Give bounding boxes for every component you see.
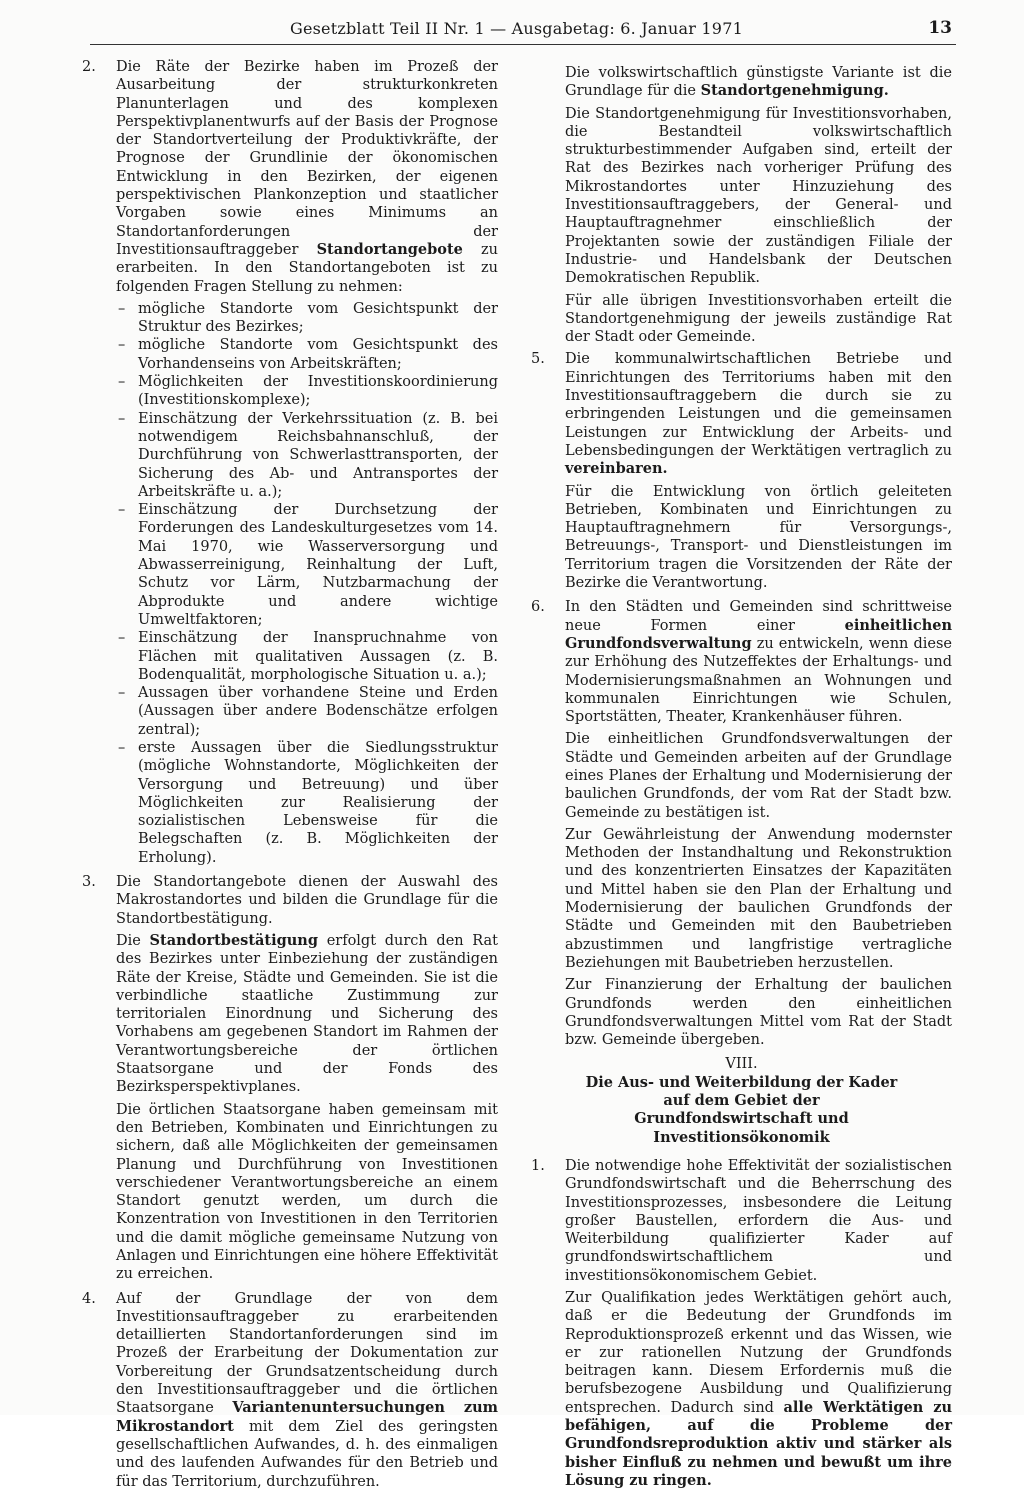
text-run: zu entwickeln, wenn diese zur Erhöhung des Nutzeffektes der Erhaltungs- und Modernisierungsmaßnahmen an Wohnungen und kommunalen Einrichtungen wie Schulen, Sportstätten, Theater, Krankenhäuser führen. — [565, 635, 952, 726]
list-item: – mögliche Standorte vom Gesichtspunkt der Struktur des Bezirkes; — [116, 300, 498, 337]
page-header — [90, 16, 956, 45]
bold-term: einheitlichen Grundfondsverwaltung — [565, 616, 953, 652]
paragraph: Die örtlichen Staatsorgane haben gemeinsam mit den Betrieben, Kombinaten und Einrichtungen zu sichern, daß alle Möglichkeiten der gemeinsamen Planung und Durchführung von Investitionen verschiedener Verantwortungsbereiche an einem Standort genutzt werden, um durch die Konzentration von Investitionen in den Territorien und die damit mögliche gemeinsame Nutzung von Anlagen und Einrichtungen eine höhere Effektivität zu erreichen. — [116, 1101, 498, 1283]
paragraph: Für alle übrigen Investitionsvorhaben erteilt die Standortgenehmigung der jeweils zuständige Rat der Stadt oder Gemeinde. — [565, 292, 952, 346]
paragraph: Die notwendige hohe Effektivität der sozialistischen Grundfondswirtschaft und die Beherrschung des Investitionsprozesses, insbesondere die Leitung großer Baustellen, erfordern die Aus- und Weiterbildung qualifizierter Kader auf grundfondswirtschaftlichem und investitionsökonomischem Gebiet. — [565, 1157, 952, 1284]
paragraph — [565, 64, 952, 101]
text-run: mit dem Ziel des geringsten gesellschaftlichen Aufwandes, d. h. des einmaligen und des laufenden Aufwandes für den Betrieb und für das Territorium, durchzuführen. — [116, 1418, 498, 1490]
list-item: – erste Aussagen über die Siedlungsstruktur (mögliche Wohnstandorte, Möglichkeiten der Versorgung und Betreuung) und über Möglichkeiten zur Realisierung der sozialistischen Lebensweise für die Belegschaften (z. B. Möglichkeiten der Erholung). — [116, 739, 498, 867]
paragraph: Zur Finanzierung der Erhaltung der baulichen Grundfonds werden den einheitlichen Grundfondsverwaltungen Mittel vom Rat der Stadt bzw. Gemeinde übergeben. — [565, 977, 952, 1049]
bold-term: alle Werktätigen zu befähigen, auf die Probleme der Grundfondsreproduktion aktiv und stärker als bisher Einfluß zu nehmen und bewußt um ihre Lösung zu ringen. — [565, 1398, 953, 1489]
item-number: 2. — [82, 59, 96, 75]
list-item: – mögliche Standorte vom Gesichtspunkt des Vorhandenseins von Arbeitskräften; — [116, 336, 498, 373]
continued-item-4 — [531, 64, 952, 346]
section-title: Die Aus- und Weiterbildung der Kader auf dem Gebiet der Grundfondswirtschaft und Investitionsökonomik — [585, 1073, 898, 1146]
item-number: 6. — [531, 599, 545, 616]
bold-term: Standortangebote — [316, 240, 463, 258]
text-run: In den Städten und Gemeinden sind schrittweise neue Formen einer — [565, 599, 952, 634]
paragraph — [116, 1290, 498, 1491]
right-column — [531, 64, 952, 1496]
list-item: – Aussagen über vorhandene Steine und Erden (Aussagen über andere Bodenschätze erfolgen zentral); — [116, 684, 498, 739]
bullet-list — [116, 300, 498, 867]
bold-term: Variantenuntersuchungen zum Mikrostandort — [116, 1399, 498, 1435]
item-2-intro — [116, 58, 498, 296]
paragraph: Zur Gewährleistung der Anwendung modernster Methoden der Instandhaltung und Rekonstruktion und des konzentrierten Einsatzes der Kapazitäten und Mittel haben sie den Plan der Erhaltung und Modernisierung der baulichen Grundfonds der Städte und Gemeinden mit den Baubetrieben abzustimmen und langfristige vertragliche Beziehungen mit Baubetrieben herzustellen. — [565, 826, 952, 971]
header-title: Gesetzblatt Teil II Nr. 1 — Ausgabetag: 6. Januar 1971 — [290, 19, 743, 38]
text-run: Die Räte der Bezirke haben im Prozeß der Ausarbeitung der strukturkonkreten Planunterlagen und des komplexen Perspektivplanentwurfs auf der Basis der Prognose der Standortverteilung der Produktivkräfte, der Prognose der Grundlinie der ökonomischen Entwicklung in den Bezirken, der eigenen perspektivischen Plankonzeption und staatlicher Vorgaben sowie eines Minimums an Standortanforderungen der Investitionsauftraggeber — [116, 59, 498, 258]
bold-term: Standortgenehmigung. — [700, 82, 889, 100]
item-number: 3. — [82, 874, 96, 891]
bold-term: Standortbestätigung — [149, 931, 318, 949]
text-run: Auf der Grundlage der von dem Investitionsauftraggeber zu erarbeitenden detaillierten Standortanforderungen sind im Prozeß der Erarbeitung der Dokumentation zur Vorbereitung der Grundsatzentscheidung durch den Investitionsauftraggeber und die örtlichen Staatsorgane — [116, 1290, 498, 1417]
item-number: 5. — [531, 351, 545, 368]
paragraph — [565, 350, 952, 478]
list-item: – Einschätzung der Verkehrssituation (z. B. bei notwendigem Reichsbahnanschluß, der Durchführung von Schwerlasttransporten, der Sicherung des Ab- und Antransportes der Arbeitskräfte u. a.); — [116, 410, 498, 501]
paragraph: Die einheitlichen Grundfondsverwaltungen der Städte und Gemeinden arbeiten auf der Grundlage eines Planes der Erhaltung und Modernisierung der baulichen Grundfonds, der vom Rat der Stadt bzw. Gemeinde zu bestätigen ist. — [565, 731, 952, 821]
list-item: – Möglichkeiten der Investitionskoordinierung (Investitionskomplexe); — [116, 373, 498, 410]
text-run: zu erarbeiten. In den Standortangeboten ist zu folgenden Fragen Stellung zu nehmen: — [116, 241, 499, 295]
list-item: – Einschätzung der Inanspruchnahme von Flächen mit qualitativen Aussagen (z. B. Bodenqualität, morphologische Situation u. a.); — [116, 629, 498, 684]
list-item: – Einschätzung der Durchsetzung der Forderungen des Landeskulturgesetzes vom 14. Mai 1970, wie Wasserversorgung und Abwasserreinigung, Reinhaltung der Luft, Schutz vor Lärm, Nutzbarmachung der Abprodukte und andere wichtige Umweltfaktoren; — [116, 501, 498, 629]
item-5 — [531, 350, 952, 592]
paragraph — [565, 598, 952, 726]
text-run: Die kommunalwirtschaftlichen Betriebe und Einrichtungen des Territoriums haben mit den Investitionsauftraggebern die durch sie zu erbringenden Leistungen und die gemeinsamen Leistungen zur Entwicklung der Arbeits- und Lebensbedingungen der Werktätigen vertraglich zu — [565, 351, 952, 459]
section-number: VIII. — [725, 1056, 758, 1073]
paragraph: Die Standortgenehmigung für Investitionsvorhaben, die Bestandteil volkswirtschaftlich strukturbestimmender Aufgaben sind, erteilt der Rat des Bezirkes nach vorheriger Prüfung des Mikrostandortes unter Hinzuziehung des Investitionsauftraggebers, der General- und Hauptauftragnehmer einschließlich der Projektanten sowie der zuständigen Filiale der Industrie- und Handelsbank der Deutschen Demokratischen Republik. — [565, 105, 952, 287]
item-number: 4. — [82, 1290, 96, 1307]
text-run: Zur Qualifikation jedes Werktätigen gehört auch, daß er die Bedeutung der Grundfonds im Reproduktionsprozeß erkennt und das Wissen, wie er zur rationellen Nutzung der Grundfonds beitragen kann. Diesem Erfordernis muß die berufsbezogene Ausbildung und Qualifizierung entsprechen. Dadurch sind — [565, 1290, 952, 1416]
item-4 — [82, 1290, 498, 1491]
page-number: 13 — [928, 18, 952, 38]
paragraph: Die Standortangebote dienen der Auswahl des Makrostandortes und bilden die Grundlage für die Standortbestätigung. — [116, 874, 498, 927]
paragraph — [565, 1289, 952, 1490]
paragraph — [116, 932, 498, 1097]
text-run: Die volkswirtschaftlich günstigste Variante ist die Grundlage für die — [565, 65, 952, 100]
item-2 — [82, 58, 498, 867]
item-number: 1. — [531, 1157, 545, 1174]
item-1 — [531, 1157, 952, 1490]
text-run: Die — [116, 932, 141, 949]
paragraph: Für die Entwicklung von örtlich geleiteten Betrieben, Kombinaten und Einrichtungen zu Hauptauftragnehmern für Versorgungs-, Betreuungs-, Transport- und Dienstleistungen im Territorium tragen die Vorsitzenden der Räte der Bezirke die Verantwortung. — [565, 483, 952, 592]
item-6 — [531, 598, 952, 1049]
section-heading — [531, 1055, 952, 1146]
text-run: erfolgt durch den Rat des Bezirkes unter Einbeziehung der zuständigen Räte der Kreise, Städte und Gemeinden. Sie ist die verbindliche staatliche Zustimmung zur territorialen Einordnung und Sicherung des Vorhabens am gegebenen Standort im Rahmen der Verantwortungsbereiche der örtlichen Staatsorgane und der Fonds des Bezirksperspektivplanes. — [116, 932, 499, 1096]
left-column — [82, 58, 498, 1497]
bold-term: vereinbaren. — [565, 460, 668, 478]
item-3 — [82, 873, 498, 1284]
